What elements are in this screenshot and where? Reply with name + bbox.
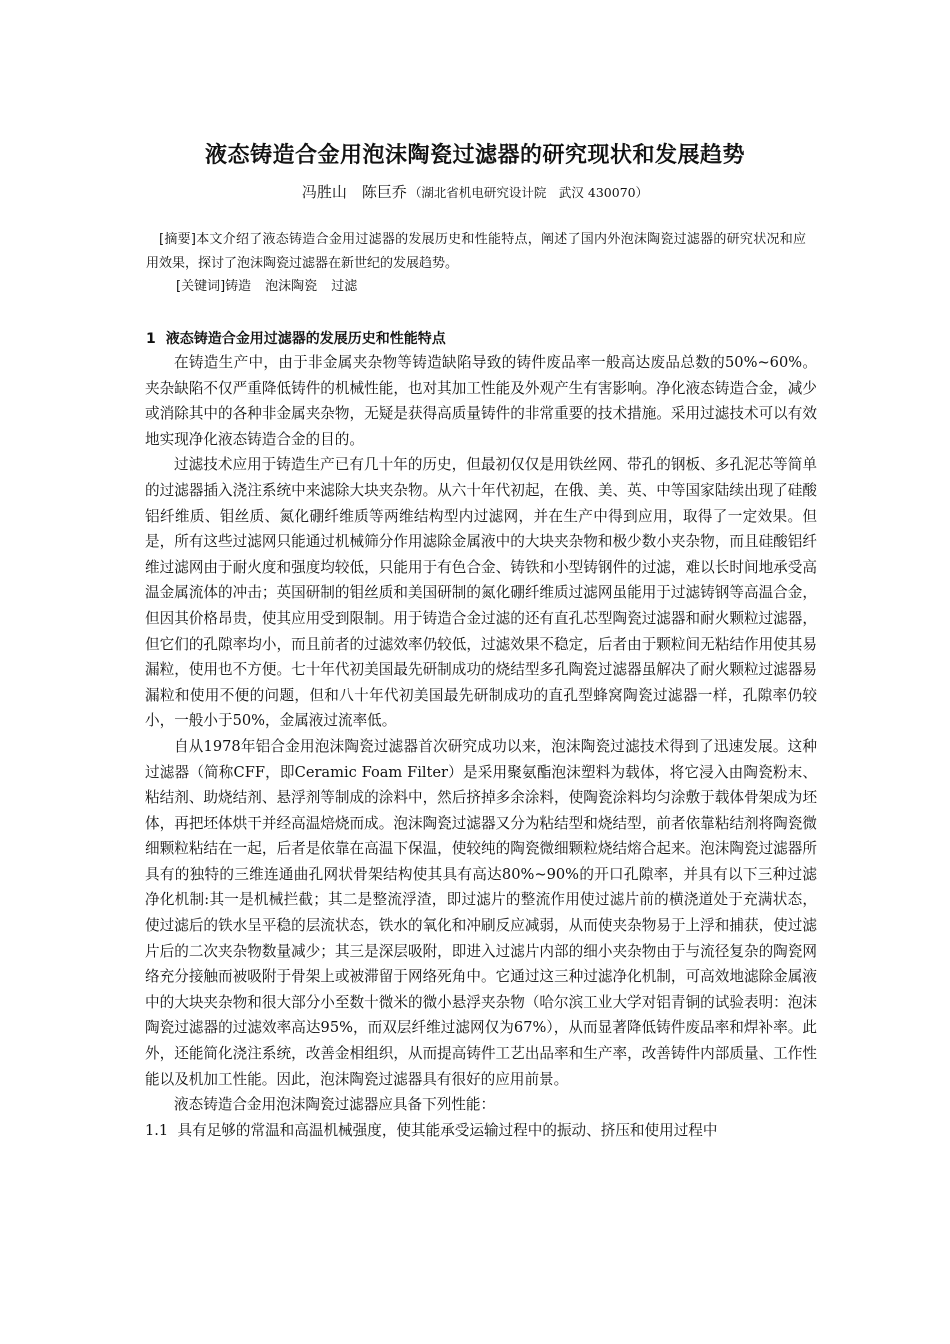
author-names: 冯胜山 陈巨乔 (301, 183, 407, 201)
keyword-item: 铸造 (225, 279, 252, 294)
keywords (176, 277, 796, 297)
paragraph: 在铸造生产中，由于非金属夹杂物等铸造缺陷导致的铸件废品率一般高达废品总数的50%~60%。夹杂缺陷不仅严重降低铸件的机械性能，也对其加工性能及外观产生有害影响。净化液态铸造合金，减少或消除其中的各种非金属夹杂物，无疑是获得高质量铸件的非常重要的技术措施。采用过滤技术可以有效地实现净化液态铸造合金的目的。 (145, 354, 817, 448)
section-heading (146, 328, 446, 348)
body-text (145, 350, 817, 1143)
author-line (0, 181, 950, 202)
paper-title: 液态铸造合金用泡沫陶瓷过滤器的研究现状和发展趋势 (204, 143, 745, 168)
abstract-text: 本文介绍了液态铸造合金用过滤器的发展历史和性能特点，阐述了国内外泡沫陶瓷过滤器的研究状况和应用效果，探讨了泡沫陶瓷过滤器在新世纪的发展趋势。 (146, 232, 806, 271)
paragraph: 自从1978年铝合金用泡沫陶瓷过滤器首次研究成功以来，泡沫陶瓷过滤技术得到了迅速发展。这种过滤器（简称CFF，即Ceramic Foam Filter）是采用聚氨酯泡沫塑料为载体，将它浸入由陶瓷粉末、粘结剂、助烧结剂、悬浮剂等制成的涂料中，然后挤掉多余涂料，使陶瓷涂料均匀涂敷于载体骨架成为坯体，再把坯体烘干并经高温焙烧而成。泡沫陶瓷过滤器又分为粘结型和烧结型，前者依靠粘结剂将陶瓷微细颗粒粘结在一起，后者是依靠在高温下保温，使较纯的陶瓷微细颗粒烧结熔合起来。泡沫陶瓷过滤器所具有的独特的三维连通曲孔网状骨架结构使其具有高达80%~90%的开口孔隙率，并具有以下三种过滤净化机制:其一是机械拦截；其二是整流浮渣，即过滤片的整流作用使过滤片前的横浇道处于充满状态，使过滤后的铁水呈平稳的层流状态，铁水的氧化和冲刷反应减弱，从而使夹杂物易于上浮和捕获，使过滤片后的二次夹杂物数量减少；其三是深层吸附，即进入过滤片内部的细小夹杂物由于与流径复杂的陶瓷网络充分接触而被吸附于骨架上或被滞留于网络死角中。它通过这三种过滤净化机制，可高效地滤除金属液中的大块夹杂物和很大部分小至数十微米的微小悬浮夹杂物（哈尔滨工业大学对铝青铜的试验表明：泡沫陶瓷过滤器的过滤效率高达95%，而双层纤维过滤网仅为67%），从而显著降低铸件废品率和焊补率。此外，还能简化浇注系统，改善金相组织，从而提高铸件工艺出品率和生产率，改善铸件内部质量、工作性能以及机加工性能。因此，泡沫陶瓷过滤器具有很好的应用前景。 (145, 737, 817, 1088)
list-item (145, 1118, 817, 1144)
keyword-item: 泡沫陶瓷 (265, 279, 318, 294)
list-item-number: 1.1 (145, 1121, 169, 1139)
list-item-text: 具有足够的常温和高温机械强度，使其能承受运输过程中的振动、挤压和使用过程中 (177, 1121, 718, 1139)
section-title-text: 液态铸造合金用过滤器的发展历史和性能特点 (165, 331, 446, 347)
section-number: 1 (146, 331, 156, 347)
keywords-label: [关键词] (176, 279, 226, 294)
abstract-label: [摘要] (159, 232, 196, 247)
paragraph: 过滤技术应用于铸造生产已有几十年的历史，但最初仅仅是用铁丝网、带孔的钢板、多孔泥芯等简单的过滤器插入浇注系统中来滤除大块夹杂物。从六十年代初起，在俄、美、英、中等国家陆续出现了硅酸铝纤维质、钼丝质、氮化硼纤维质等两维结构型内过滤网，并在生产中得到应用，取得了一定效果。但是，所有这些过滤网只能通过机械筛分作用滤除金属液中的大块夹杂物和极少数小夹杂物，而且硅酸铝纤维过滤网由于耐火度和强度均较低，只能用于有色合金、铸铁和小型铸钢件的过滤，难以长时间地承受高温金属流体的冲击；英国研制的钼丝质和美国研制的氮化硼纤维质过滤网虽能用于过滤铸钢等高温合金，但因其价格昂贵，使其应用受到限制。用于铸造合金过滤的还有直孔芯型陶瓷过滤器和耐火颗粒过滤器，但它们的孔隙率均小，而且前者的过滤效率仍较低，过滤效果不稳定，后者由于颗粒间无粘结作用使其易漏粒，使用也不方便。七十年代初美国最先研制成功的烧结型多孔陶瓷过滤器虽解决了耐火颗粒过滤器易漏粒和使用不便的问题，但和八十年代初美国最先研制成功的直孔型蜂窝陶瓷过滤器一样，孔隙率仍较小，一般小于50%，金属液过流率低。 (145, 456, 817, 730)
keyword-item: 过滤 (331, 279, 358, 294)
abstract (146, 228, 806, 276)
paragraph: 液态铸造合金用泡沫陶瓷过滤器应具备下列性能： (174, 1096, 496, 1114)
author-affiliation: （湖北省机电研究设计院 武汉 430070） (408, 185, 649, 200)
